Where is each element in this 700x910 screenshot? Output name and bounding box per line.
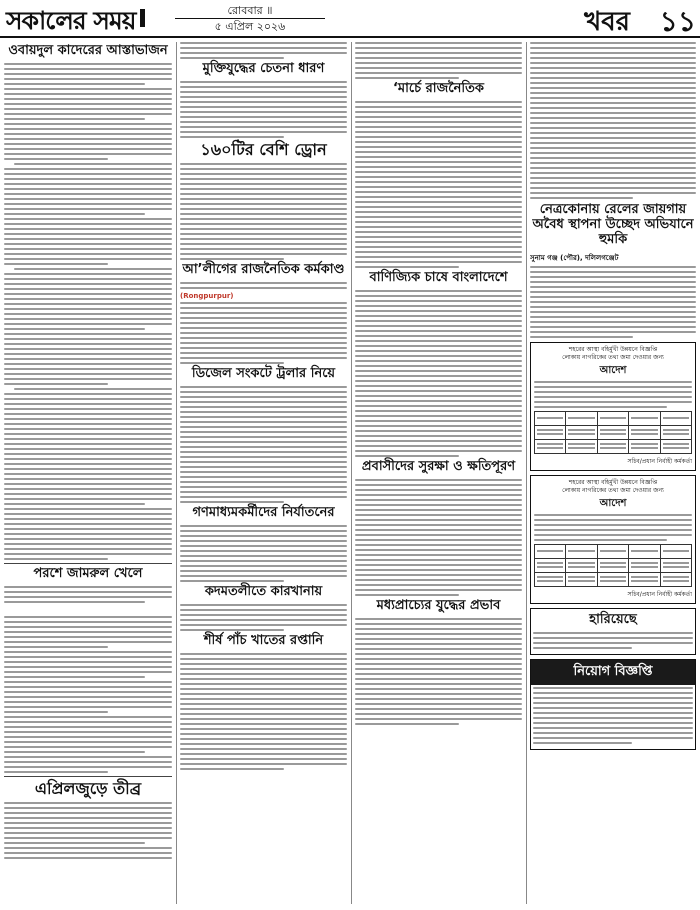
- ad-table: [534, 411, 692, 454]
- subhead: [4, 606, 172, 614]
- article-body: [180, 163, 347, 260]
- article-body: [355, 618, 522, 725]
- column-4: [530, 42, 696, 904]
- headline-expatriates[interactable]: প্রবাসীদের সুরক্ষা ও ক্ষতিপূরণ: [361, 458, 516, 474]
- column-rule: [351, 42, 352, 904]
- headline-muktijuddho[interactable]: মুক্তিযুদ্ধের চেতনা ধারণ: [202, 61, 325, 76]
- article-body: [355, 290, 522, 457]
- headline-drone[interactable]: ১৬০টির বেশি ড্রোন: [200, 139, 327, 159]
- ad-title: আদেশ: [599, 364, 627, 376]
- headline-march-politics[interactable]: ‘মার্চে রাজনৈতিক: [392, 81, 485, 96]
- logo-mark-icon: [140, 9, 145, 27]
- recruitment-notice[interactable]: [530, 659, 696, 750]
- article-body: [180, 525, 347, 582]
- ad-sub: লোকায় নাগরিকের তথ্য জমা দেওয়ার জন্য: [562, 353, 664, 361]
- ad-table: [534, 544, 692, 587]
- article-body: [4, 802, 172, 859]
- ad-header: শহরের আস্থা বহির্মুখী উন্নয়নে বিজ্ঞপ্তি: [568, 478, 658, 486]
- page-number: ১১: [659, 5, 696, 38]
- inline-label: (Rongpurpur): [180, 292, 234, 301]
- notice-body: [533, 632, 693, 649]
- article-body: [180, 282, 347, 364]
- article-body: [4, 586, 172, 773]
- ad-body: [534, 381, 692, 408]
- column-rule: [526, 42, 527, 904]
- article-body: [180, 604, 347, 631]
- notice-ad-2[interactable]: [530, 475, 696, 604]
- article-body: [180, 81, 347, 138]
- headline-diesel[interactable]: ডিজেল সংকটে ট্রলার নিয়ে: [191, 366, 336, 382]
- article-body: [180, 42, 347, 59]
- article-body: [530, 266, 696, 338]
- headline-middle-east[interactable]: মধ্যপ্রাচ্যের যুদ্ধের প্রভাব: [376, 597, 501, 613]
- column-rule: [176, 42, 177, 904]
- dateline: সুনাম গঞ্জ (পৌর), দলিলগঞ্জেট: [530, 253, 619, 262]
- article-body: [180, 653, 347, 770]
- headline-recruitment: নিয়োগ বিজ্ঞপ্তি: [531, 660, 695, 685]
- column-2: [180, 42, 347, 904]
- notice-body: [531, 685, 695, 749]
- column-1: [4, 42, 172, 904]
- article-body: [355, 101, 522, 268]
- article-body: [355, 42, 522, 79]
- headline-lost: হারিয়েছে: [589, 611, 637, 627]
- issue-date: ৫ এপ্রিল ২০২৬: [175, 18, 325, 34]
- divider: [4, 776, 172, 777]
- issue-day: রোববার ॥: [227, 4, 273, 17]
- ad-header: শহরের আস্থা বহির্মুখী উন্নয়নে বিজ্ঞপ্তি: [568, 345, 658, 353]
- paper-name: সকালের সময়: [6, 6, 136, 35]
- divider: [4, 563, 172, 564]
- ad-signature: সচিব/প্রধান নির্বাহী কর্মকর্তা: [627, 457, 692, 465]
- date-block: [175, 3, 325, 34]
- headline-netrokona[interactable]: নেত্রকোনায় রেলের জায়গায় অবৈধ স্থাপনা উচ্ছেদ অভিযানে হুমকি: [532, 202, 694, 247]
- headline-journalists[interactable]: গণমাধ্যমকর্মীদের নির্যাতনের: [192, 505, 335, 521]
- headline-export[interactable]: শীর্ষ পাঁচ খাতের রপ্তানি: [203, 633, 324, 649]
- paper-logo: [6, 1, 145, 44]
- article-body: [530, 42, 696, 199]
- headline-jamrul[interactable]: পরশে জামরুল খেলে: [33, 565, 143, 581]
- headline-kadamtali[interactable]: কদমতলীতে কারখানায়: [204, 584, 323, 600]
- ad-sub: লোকায় নাগরিকের তথ্য জমা দেওয়ার জন্য: [562, 486, 664, 494]
- article-body: [4, 63, 172, 560]
- headline-april[interactable]: এপ্রিলজুড়ে তীব্র: [34, 778, 142, 798]
- ad-signature: সচিব/প্রধান নির্বাহী কর্মকর্তা: [627, 590, 692, 598]
- notice-ad-1[interactable]: [530, 342, 696, 471]
- headline-awami-league[interactable]: আ’লীগের রাজনৈতিক কর্মকাণ্ড: [182, 262, 345, 278]
- ad-body: [534, 514, 692, 541]
- masthead: [0, 0, 700, 38]
- column-3: [355, 42, 522, 904]
- article-body: [180, 386, 347, 503]
- ad-title: আদেশ: [599, 497, 627, 509]
- article-body: [355, 479, 522, 596]
- section-title: খবর: [584, 7, 630, 37]
- headline-commercial[interactable]: বাণিজ্যিক চাষে বাংলাদেশে: [369, 269, 508, 285]
- lost-notice[interactable]: [530, 608, 696, 655]
- headline-obaidul[interactable]: ওবায়দুল কাদেরের আস্তাভাজন: [8, 43, 168, 58]
